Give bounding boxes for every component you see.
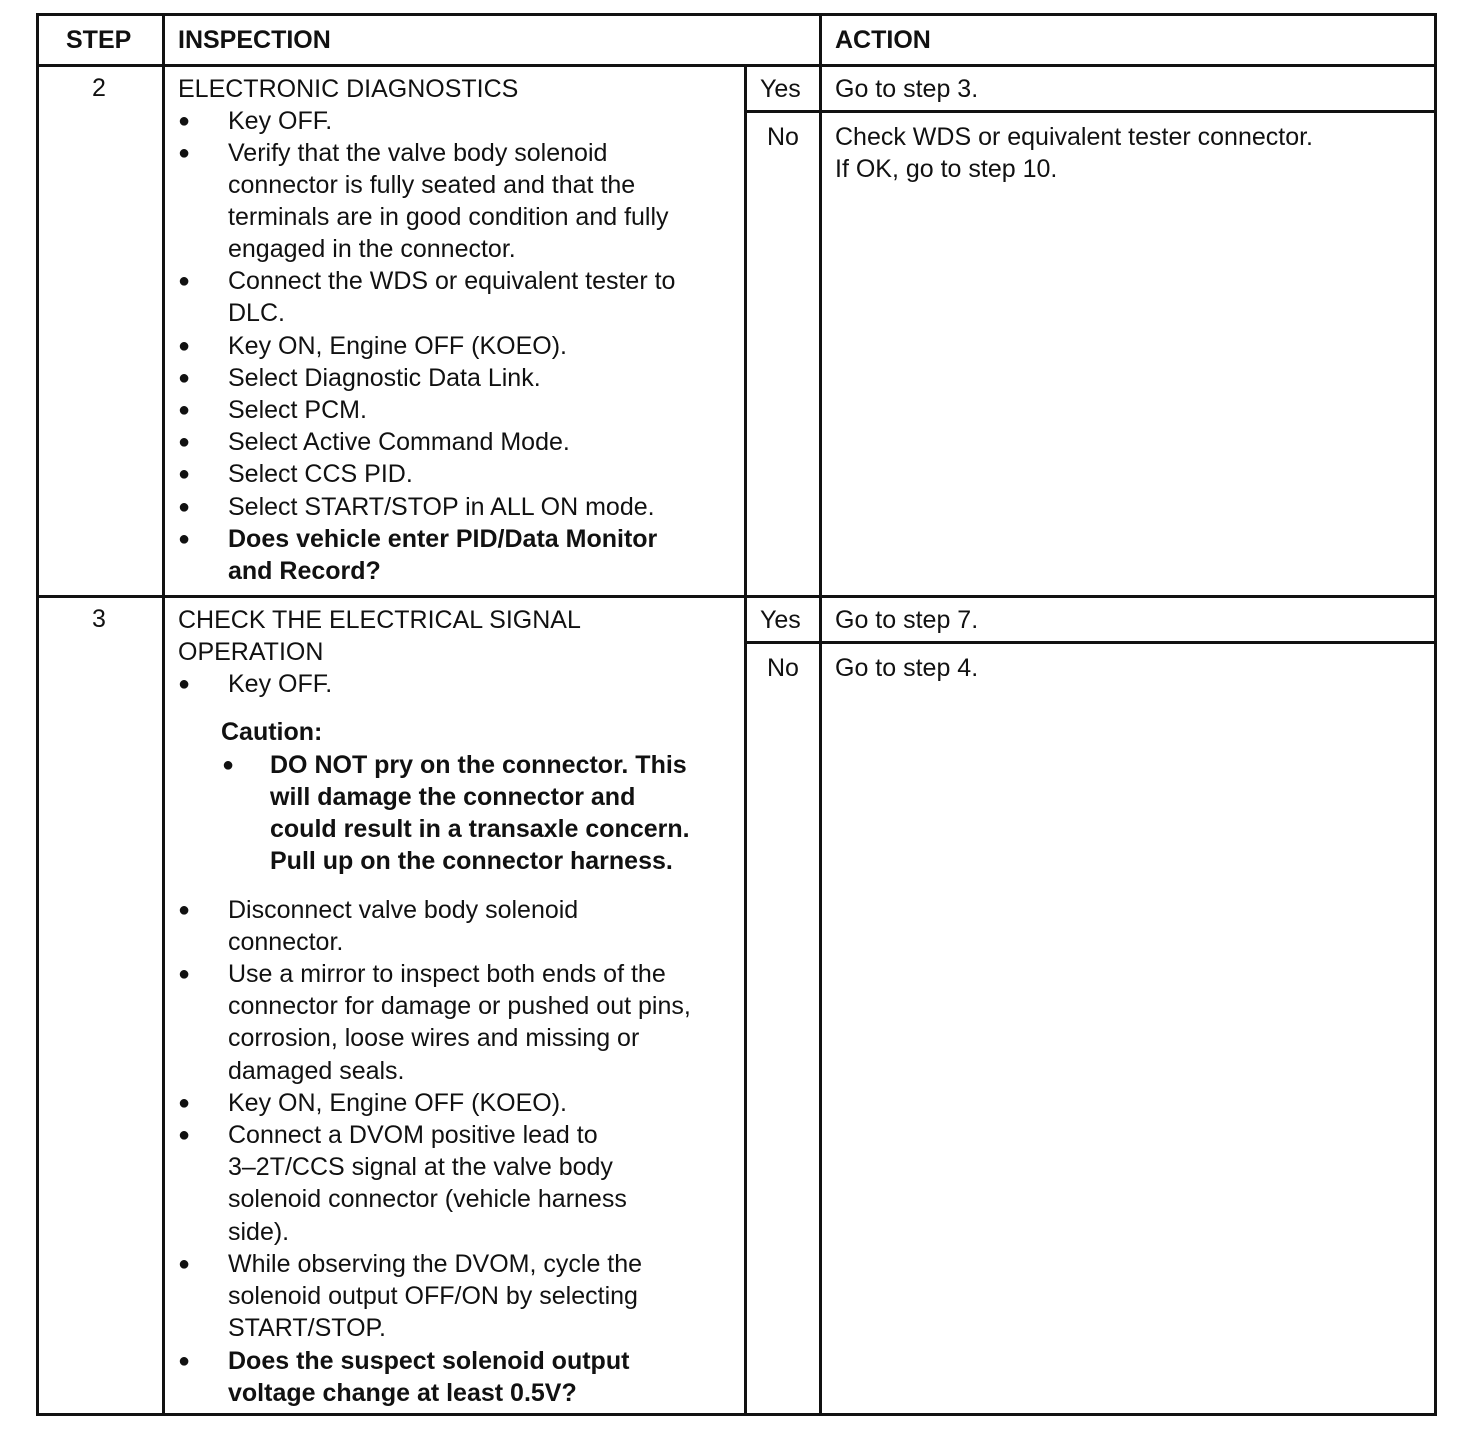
row2-bottom-border [36,595,1437,598]
bullet-icon: ● [178,1124,191,1146]
row3-bullet-text: corrosion, loose wires and missing or [228,1024,640,1052]
caution-text: DO NOT pry on the connector. This [270,751,687,779]
table-right-border [1434,13,1437,1416]
row3-no-label: No [767,654,799,682]
row3-bullet-text: connector for damage or pushed out pins, [228,992,691,1020]
row3-yes-divider [744,641,1437,644]
row2-bullet-text: Select Diagnostic Data Link. [228,364,541,392]
table-left-border [36,13,39,1416]
row3-title: CHECK THE ELECTRICAL SIGNAL [178,606,581,634]
row2-question: and Record? [228,557,381,585]
yesno-col-left-divider-row2 [744,64,747,598]
row2-bullet-text: DLC. [228,299,285,327]
row2-bullet-text: Select CCS PID. [228,460,413,488]
bullet-icon: ● [178,899,191,921]
bullet-icon: ● [178,335,191,357]
row3-bullet-text: Key OFF. [228,670,333,698]
header-inspection: INSPECTION [178,26,331,54]
bullet-icon: ● [178,399,191,421]
row2-bullet-text: Select START/STOP in ALL ON mode. [228,493,655,521]
row2-no-label: No [767,123,799,151]
bullet-icon: ● [178,367,191,389]
yesno-col-left-divider-row3 [744,595,747,1416]
table-bottom-border [36,1413,1437,1416]
row2-bullet-text: Select PCM. [228,396,367,424]
row2-bullet-text: Key OFF. [228,107,333,135]
row2-yes-label: Yes [760,75,801,103]
row3-bullet-text: Connect a DVOM positive lead to [228,1121,598,1149]
row3-bullet-text: START/STOP. [228,1314,386,1342]
bullet-icon: ● [222,754,235,776]
row3-bullet-text: 3–2T/CCS signal at the valve body [228,1153,613,1181]
caution-text: could result in a transaxle concern. [270,815,690,843]
row3-bullet-text: damaged seals. [228,1057,405,1085]
step-col-divider [162,13,165,1416]
row3-no-action: Go to step 4. [835,654,979,682]
row2-bullet-text: engaged in the connector. [228,235,516,263]
row2-bullet-text: Key ON, Engine OFF (KOEO). [228,332,567,360]
header-step: STEP [66,26,132,54]
bullet-icon: ● [178,496,191,518]
row2-no-action: Check WDS or equivalent tester connector. [835,123,1314,151]
bullet-icon: ● [178,110,191,132]
bullet-icon: ● [178,463,191,485]
bullet-icon: ● [178,142,191,164]
row2-step-number: 2 [92,74,106,102]
row2-title: ELECTRONIC DIAGNOSTICS [178,75,519,103]
row3-step-number: 3 [92,605,106,633]
row3-bullet-text: connector. [228,928,344,956]
bullet-icon: ● [178,1092,191,1114]
row3-bullet-text: Use a mirror to inspect both ends of the [228,960,666,988]
caution-text: will damage the connector and [270,783,636,811]
row3-bullet-text: Key ON, Engine OFF (KOEO). [228,1089,567,1117]
bullet-icon: ● [178,1350,191,1372]
table-top-border [36,13,1437,16]
bullet-icon: ● [178,528,191,550]
bullet-icon: ● [178,1253,191,1275]
row2-bullet-text: terminals are in good condition and fully [228,203,669,231]
header-action: ACTION [835,26,931,54]
caution-text: Pull up on the connector harness. [270,847,673,875]
bullet-icon: ● [178,673,191,695]
row3-question: voltage change at least 0.5V? [228,1379,577,1407]
row2-bullet-text: Select Active Command Mode. [228,428,570,456]
row2-yes-action: Go to step 3. [835,75,979,103]
row3-yes-action: Go to step 7. [835,606,979,634]
row3-bullet-text: While observing the DVOM, cycle the [228,1250,643,1278]
row3-question: Does the suspect solenoid output [228,1347,630,1375]
row2-bullet-text: Connect the WDS or equivalent tester to [228,267,676,295]
bullet-icon: ● [178,431,191,453]
row3-bullet-text: side). [228,1218,290,1246]
row3-bullet-text: Disconnect valve body solenoid [228,896,579,924]
row3-yes-label: Yes [760,606,801,634]
row2-bullet-text: connector is fully seated and that the [228,171,636,199]
header-bottom-border [36,64,1437,67]
row2-bullet-text: Verify that the valve body solenoid [228,139,608,167]
row3-bullet-text: solenoid connector (vehicle harness [228,1185,627,1213]
action-col-divider [819,13,822,1416]
row2-question: Does vehicle enter PID/Data Monitor [228,525,658,553]
row2-yes-divider [744,110,1437,113]
row2-no-action: If OK, go to step 10. [835,155,1058,183]
row3-title: OPERATION [178,638,324,666]
bullet-icon: ● [178,270,191,292]
row3-bullet-text: solenoid output OFF/ON by selecting [228,1282,638,1310]
caution-label: Caution: [221,718,323,746]
bullet-icon: ● [178,963,191,985]
